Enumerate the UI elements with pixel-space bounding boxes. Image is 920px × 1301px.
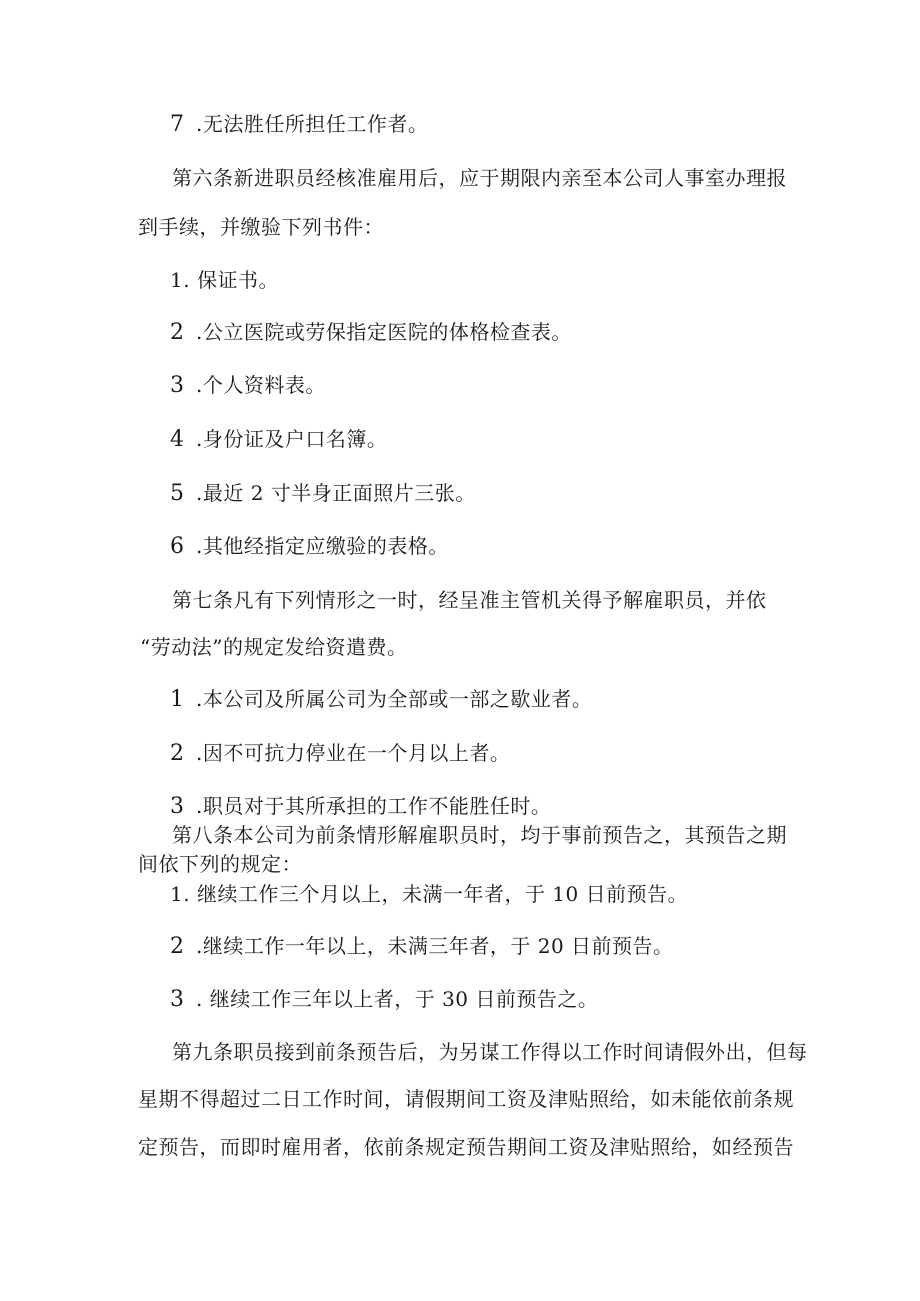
- list-text: .本公司及所属公司为全部或一部之歇业者。: [196, 687, 593, 711]
- list-item-3: [170, 985, 598, 1014]
- article-7-line-2: “劳动法”的规定发给资遣费。: [140, 635, 408, 659]
- list-text: .个人资料表。: [196, 373, 326, 397]
- list-item-6: [170, 532, 449, 561]
- list-item-1: [170, 685, 592, 714]
- list-number: 6: [170, 534, 185, 559]
- list-number: 3: [170, 794, 185, 819]
- list-text: . 继续工作三年以上者，于 30 日前预告之。: [196, 987, 599, 1011]
- list-text: .职员对于其所承担的工作不能胜任时。: [196, 794, 552, 818]
- article-9-line-3: 定预告，而即时雇用者，依前条规定预告期间工资及津贴照给，如经预告: [138, 1135, 794, 1159]
- list-number: 2: [170, 320, 185, 345]
- list-item-4: [170, 425, 387, 454]
- list-item-2: [170, 932, 674, 961]
- list-number: 2: [170, 741, 185, 766]
- article-8-line-2: 间依下列的规定：: [138, 852, 302, 876]
- article-6-line-2: 到手续，并缴验下列书件：: [138, 215, 384, 239]
- article-6-line-1: 第六条新进职员经核准雇用后，应于期限内亲至本公司人事室办理报: [172, 166, 787, 190]
- list-number: 7: [170, 112, 185, 137]
- list-text: .无法胜任所担任工作者。: [196, 112, 429, 136]
- list-number: 2: [170, 934, 185, 959]
- article-7-line-1: 第七条凡有下列情形之一时，经呈准主管机关得予解雇职员，并依: [172, 588, 767, 612]
- list-text: .公立医院或劳保指定医院的体格检查表。: [196, 320, 572, 344]
- list-item-3: [170, 792, 551, 821]
- list-text: .继续工作一年以上，未满三年者，于 20 日前预告。: [196, 934, 674, 958]
- list-number: 3: [170, 987, 185, 1012]
- list-item-3: [170, 371, 326, 400]
- list-text: .因不可抗力停业在一个月以上者。: [196, 741, 511, 765]
- article-9-line-2: 星期不得超过二日工作时间，请假期间工资及津贴照给，如未能依前条规: [138, 1087, 794, 1111]
- list-number: 5: [170, 481, 185, 506]
- list-item-1: 1. 保证书。: [170, 268, 279, 292]
- list-text: .最近 2 寸半身正面照片三张。: [196, 481, 476, 505]
- list-text: .身份证及户口名簿。: [196, 427, 388, 451]
- list-item-1: 1. 继续工作三个月以上，未满一年者，于 10 日前预告。: [170, 882, 689, 906]
- list-item-7: [170, 110, 428, 139]
- list-item-2: [170, 318, 572, 347]
- list-item-2: [170, 739, 510, 768]
- list-number: 4: [170, 427, 185, 452]
- list-number: 1: [170, 687, 185, 712]
- article-9-line-1: 第九条职员接到前条预告后，为另谋工作得以工作时间请假外出，但每: [172, 1040, 808, 1064]
- list-item-5: [170, 479, 476, 508]
- list-text: .其他经指定应缴验的表格。: [196, 534, 449, 558]
- article-8-line-1: 第八条本公司为前条情形解雇职员时，均于事前预告之，其预告之期: [172, 823, 787, 847]
- list-number: 3: [170, 373, 185, 398]
